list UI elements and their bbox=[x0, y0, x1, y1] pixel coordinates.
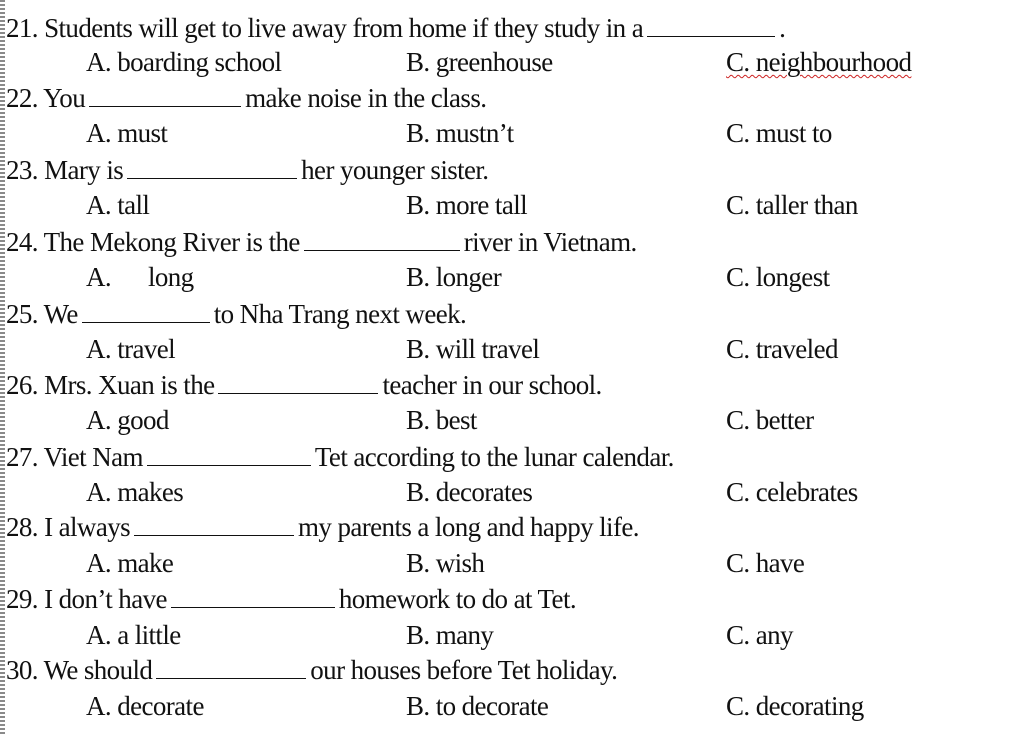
question-30 bbox=[6, 652, 617, 688]
question-25-text: 25. We bbox=[6, 299, 78, 329]
question-26-option-a[interactable]: A. good bbox=[86, 405, 169, 435]
question-29-option-c[interactable]: C. any bbox=[726, 620, 793, 650]
question-21-option-c[interactable]: C. neighbourhood bbox=[726, 47, 912, 77]
question-29-text: 29. I don’t have bbox=[6, 584, 167, 614]
question-28-option-c[interactable]: C. have bbox=[726, 548, 805, 578]
question-30-option-b[interactable]: B. to decorate bbox=[406, 691, 549, 721]
question-29-blank[interactable] bbox=[171, 585, 335, 608]
question-24-option-a[interactable]: A. long bbox=[86, 262, 194, 292]
question-27-option-a[interactable]: A. makes bbox=[86, 477, 184, 507]
question-21 bbox=[6, 10, 785, 46]
question-22-option-a[interactable]: A. must bbox=[86, 118, 168, 148]
question-28-option-b[interactable]: B. wish bbox=[406, 548, 485, 578]
question-24-option-c[interactable]: C. longest bbox=[726, 262, 830, 292]
question-26-option-c[interactable]: C. better bbox=[726, 405, 814, 435]
question-23-option-b[interactable]: B. more tall bbox=[406, 190, 528, 220]
question-25-option-b[interactable]: B. will travel bbox=[406, 334, 540, 364]
question-29-text-end: homework to do at Tet. bbox=[338, 584, 576, 614]
question-21-blank[interactable] bbox=[647, 14, 775, 37]
question-28-text-end: my parents a long and happy life. bbox=[298, 512, 639, 542]
question-23-text: 23. Mary is bbox=[6, 155, 124, 185]
question-30-text-end: our houses before Tet holiday. bbox=[310, 655, 618, 685]
question-28-text: 28. I always bbox=[6, 512, 131, 542]
question-24-text: 24. The Mekong River is the bbox=[6, 227, 300, 257]
question-24 bbox=[6, 224, 637, 260]
question-26-option-b[interactable]: B. best bbox=[406, 405, 477, 435]
question-23-text-end: her younger sister. bbox=[301, 155, 489, 185]
question-27-text-end: Tet according to the lunar calendar. bbox=[314, 442, 674, 472]
question-26 bbox=[6, 367, 602, 403]
question-22-text: 22. You bbox=[6, 83, 86, 113]
question-23-option-c[interactable]: C. taller than bbox=[726, 190, 858, 220]
question-27 bbox=[6, 439, 674, 475]
question-22-text-end: make noise in the class. bbox=[245, 83, 487, 113]
question-28 bbox=[6, 509, 639, 545]
question-26-text: 26. Mrs. Xuan is the bbox=[6, 370, 215, 400]
question-23-option-a[interactable]: A. tall bbox=[86, 190, 150, 220]
question-25-blank[interactable] bbox=[82, 300, 210, 323]
question-22-option-c[interactable]: C. must to bbox=[726, 118, 832, 148]
question-27-option-c[interactable]: C. celebrates bbox=[726, 477, 858, 507]
question-26-blank[interactable] bbox=[218, 371, 378, 394]
question-27-text: 27. Viet Nam bbox=[6, 442, 143, 472]
question-30-blank[interactable] bbox=[156, 656, 306, 679]
question-25-option-a[interactable]: A. travel bbox=[86, 334, 176, 364]
question-26-text-end: teacher in our school. bbox=[382, 370, 602, 400]
question-24-option-b[interactable]: B. longer bbox=[406, 262, 502, 292]
question-28-blank[interactable] bbox=[134, 513, 294, 536]
question-29-option-a[interactable]: A. a little bbox=[86, 620, 181, 650]
question-24-blank[interactable] bbox=[304, 228, 460, 251]
question-30-option-c[interactable]: C. decorating bbox=[726, 691, 864, 721]
question-27-blank[interactable] bbox=[147, 443, 311, 466]
question-21-option-a[interactable]: A. boarding school bbox=[86, 47, 282, 77]
question-30-text: 30. We should bbox=[6, 655, 153, 685]
question-22-blank[interactable] bbox=[89, 84, 241, 107]
question-25-option-c[interactable]: C. traveled bbox=[726, 334, 838, 364]
question-27-option-b[interactable]: B. decorates bbox=[406, 477, 533, 507]
question-21-option-b[interactable]: B. greenhouse bbox=[406, 47, 553, 77]
question-29-option-b[interactable]: B. many bbox=[406, 620, 494, 650]
question-25 bbox=[6, 296, 466, 332]
question-22 bbox=[6, 80, 486, 116]
question-29 bbox=[6, 581, 576, 617]
question-28-option-a[interactable]: A. make bbox=[86, 548, 174, 578]
question-23 bbox=[6, 152, 488, 188]
question-24-text-end: river in Vietnam. bbox=[463, 227, 637, 257]
question-25-text-end: to Nha Trang next week. bbox=[213, 299, 467, 329]
question-23-blank[interactable] bbox=[127, 156, 297, 179]
question-21-text-end: . bbox=[779, 13, 786, 43]
question-21-text: 21. Students will get to live away from home if they study in a bbox=[6, 13, 644, 43]
question-22-option-b[interactable]: B. mustn’t bbox=[406, 118, 514, 148]
question-30-option-a[interactable]: A. decorate bbox=[86, 691, 204, 721]
